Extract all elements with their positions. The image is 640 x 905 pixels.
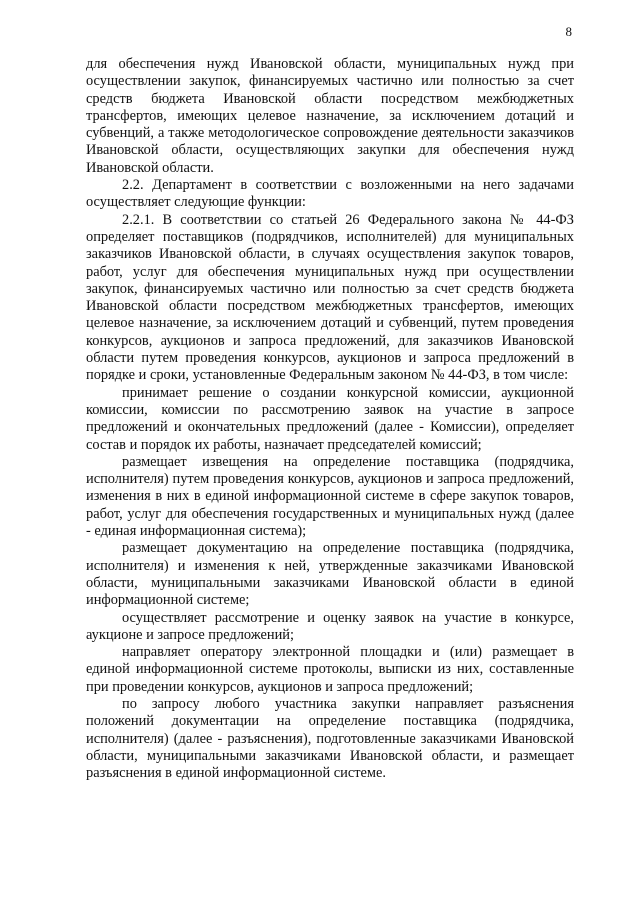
paragraph-protocols: направляет оператору электронной площадки и (или) размещает в единой информационной системе протоколы, выписки из них, составленные при проведении конкурсов, аукционов и запроса предложений; [86,644,574,695]
page-number: 8 [565,24,572,39]
paragraph-section-2-2-1: 2.2.1. В соответствии со статьей 26 Федерального закона № 44-ФЗ определяет поставщиков (подрядчиков, исполнителей) для муниципальных заказчиков Ивановской области, в случаях осуществления закупок товаров, работ, услуг для обеспечения муниципальных нужд при осуществлении закупок, финансируемых частично или полностью за счет средств бюджета Ивановской области посредством межбюджетных трансфертов, имеющих целевое назначение, за исключением дотаций и субвенций, путем проведения конкурсов, аукционов и запроса предложений, для заказчиков Ивановской области путем проведения конкурсов, аукционов и запроса предложений в порядке и сроки, установленные Федеральным законом № 44-ФЗ, в том числе: [86,211,574,384]
paragraph-clarifications: по запросу любого участника закупки направляет разъяснения положений документации на определение поставщика (подрядчика, исполнителя) (далее - разъяснения), подготовленные заказчиками Ивановской области, муниципальными заказчиками Ивановской области, и размещает разъяснения в единой информационной системе. [86,695,574,782]
paragraph-notices: размещает извещения на определение поставщика (подрядчика, исполнителя) путем проведения конкурсов, аукционов и запроса предложений, изменения в них в единой информационной системе в сфере закупок товаров, работ, услуг для обеспечения государственных и муниципальных нужд (далее - единая информационная система); [86,453,574,540]
paragraph-section-2-2: 2.2. Департамент в соответствии с возложенными на него задачами осуществляет следующие функции: [86,177,574,211]
paragraph-continuation: для обеспечения нужд Ивановской области, муниципальных нужд при осуществлении закупок, финансируемых частично или полностью за счет средств бюджета Ивановской области посредством межбюджетных трансфертов, имеющих целевое назначение, за исключением дотаций и субвенций, а также методологическое сопровождение деятельности заказчиков Ивановской области, осуществляющих закупки для обеспечения нужд Ивановской области. [86,56,574,176]
paragraph-documentation: размещает документацию на определение поставщика (подрядчика, исполнителя) и изменения к ней, утвержденные заказчиками Ивановской области, муниципальными заказчиками Ивановской области в единой информационной системе; [86,540,574,609]
paragraph-application-review: осуществляет рассмотрение и оценку заявок на участие в конкурсе, аукционе и запросе предложений; [86,609,574,643]
paragraph-commission-decision: принимает решение о создании конкурсной комиссии, аукционной комиссии, комиссии по рассмотрению заявок на участие в запросе предложений и окончательных предложений (далее - Комиссии), определяет состав и порядок их работы, назначает председателей комиссий; [86,384,574,453]
document-body [86,56,574,782]
